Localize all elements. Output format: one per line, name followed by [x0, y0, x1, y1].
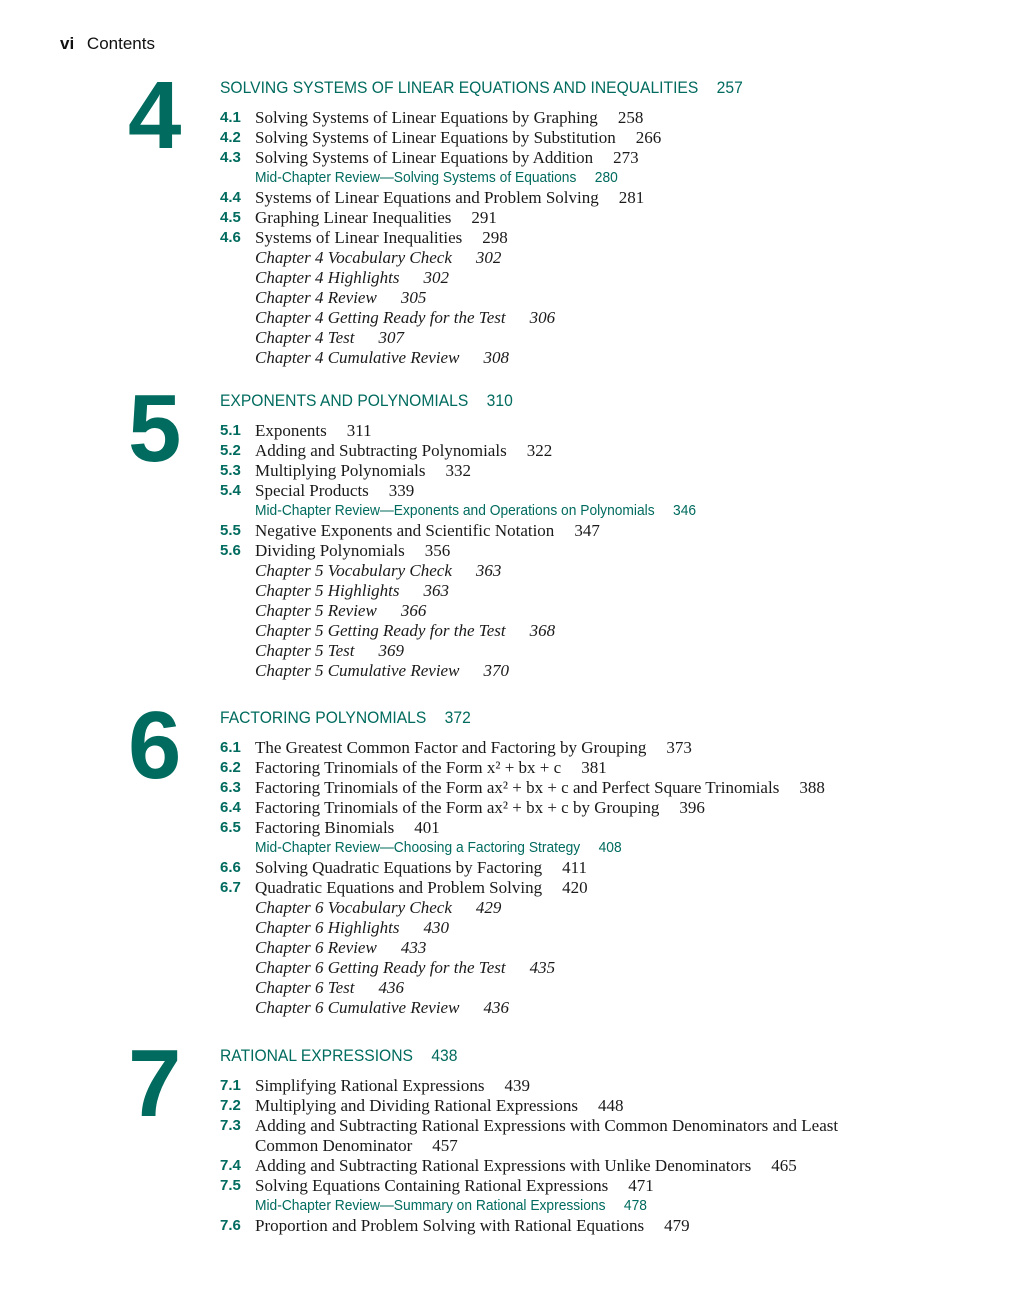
- entry-title-text: Factoring Trinomials of the Form ax² + bx + c and Perfect Square Trinomials: [255, 778, 780, 797]
- entry-page: 363: [475, 561, 502, 580]
- chapter-heading[interactable]: [220, 1046, 457, 1066]
- entry-page: 347: [574, 521, 600, 540]
- entry-page: 396: [679, 798, 705, 817]
- section-number: 7.4: [220, 1157, 241, 1174]
- entry-page: 298: [482, 228, 508, 247]
- entry-title: [255, 248, 501, 268]
- entry-title: [255, 288, 426, 308]
- entry-title: [255, 1196, 647, 1216]
- section-number: 6.5: [220, 819, 241, 836]
- entry-title: [255, 148, 639, 168]
- section-number: 5.6: [220, 542, 241, 559]
- entry-title-text: Chapter 4 Cumulative Review: [255, 348, 460, 367]
- entry-title: [255, 898, 501, 918]
- entry-page: 308: [483, 348, 509, 367]
- entry-title: [255, 128, 661, 148]
- running-head: [60, 34, 155, 54]
- entry-page: 401: [414, 818, 440, 837]
- entry-page: 373: [666, 738, 692, 757]
- section-number: 5.1: [220, 422, 241, 439]
- entry-page: 436: [483, 998, 509, 1017]
- entry-page: 368: [529, 621, 556, 640]
- entry-title-text: Factoring Trinomials of the Form ax² + bx + c by Grouping: [255, 798, 660, 817]
- entry-title: [255, 938, 426, 958]
- entry-page: 433: [400, 938, 427, 957]
- entry-page: 478: [623, 1197, 647, 1214]
- entry-page: 273: [613, 148, 639, 167]
- entry-title-text: Graphing Linear Inequalities: [255, 208, 452, 227]
- entry-title: [255, 348, 509, 368]
- entry-title: [255, 958, 555, 978]
- entry-page: 381: [581, 758, 607, 777]
- entry-title: [255, 461, 471, 481]
- entry-title-text: Mid-Chapter Review—Exponents and Operations on Polynomials: [255, 502, 655, 519]
- entry-title-text: Simplifying Rational Expressions: [255, 1076, 485, 1095]
- entry-title: [255, 878, 588, 898]
- entry-title-text: Chapter 6 Test: [255, 978, 355, 997]
- entry-page: 471: [628, 1176, 654, 1195]
- entry-title-text: Factoring Binomials: [255, 818, 395, 837]
- section-number: 4.6: [220, 229, 241, 246]
- entry-title-text: The Greatest Common Factor and Factoring by Grouping: [255, 738, 647, 757]
- entry-page: 435: [529, 958, 556, 977]
- section-number: 4.5: [220, 209, 241, 226]
- running-head-label: Contents: [86, 34, 155, 53]
- entry-title-text: Chapter 6 Cumulative Review: [255, 998, 460, 1017]
- entry-title: [255, 108, 643, 128]
- entry-page: 408: [598, 839, 622, 856]
- chapter-title: SOLVING SYSTEMS OF LINEAR EQUATIONS AND INEQUALITIES: [220, 78, 699, 97]
- entry-title-text: Multiplying and Dividing Rational Expressions: [255, 1096, 578, 1115]
- entry-title: [255, 918, 449, 938]
- entry-title-text: Multiplying Polynomials: [255, 461, 426, 480]
- entry-title-text: Chapter 4 Getting Ready for the Test: [255, 308, 506, 327]
- entry-title-text: Chapter 4 Review: [255, 288, 377, 307]
- entry-title: [255, 168, 618, 188]
- entry-title-text: Chapter 6 Review: [255, 938, 377, 957]
- entry-title-text: Solving Systems of Linear Equations by Addition: [255, 148, 594, 167]
- entry-title-text: Quadratic Equations and Problem Solving: [255, 878, 543, 897]
- entry-title: [255, 1076, 530, 1096]
- chapter-number: 7: [128, 1030, 180, 1137]
- section-number: 7.3: [220, 1117, 241, 1134]
- section-number: 6.6: [220, 859, 241, 876]
- entry-title-text: Adding and Subtracting Polynomials: [255, 441, 507, 460]
- entry-title: [255, 521, 600, 541]
- entry-page: 302: [475, 248, 502, 267]
- entry-title-text: Chapter 6 Highlights: [255, 918, 400, 937]
- entry-title: [255, 1096, 623, 1116]
- entry-title: [255, 621, 555, 641]
- entry-title-text: Chapter 5 Test: [255, 641, 355, 660]
- section-number: 4.2: [220, 129, 241, 146]
- section-number: 7.5: [220, 1177, 241, 1194]
- section-number: 5.4: [220, 482, 241, 499]
- section-number: 5.3: [220, 462, 241, 479]
- entry-title: [255, 541, 450, 561]
- section-number: 6.7: [220, 879, 241, 896]
- entry-title: [255, 188, 644, 208]
- section-number: 4.1: [220, 109, 241, 126]
- entry-title-text: Negative Exponents and Scientific Notation: [255, 521, 555, 540]
- entry-page: 281: [618, 188, 645, 207]
- entry-page: 430: [423, 918, 450, 937]
- entry-title-text: Chapter 5 Getting Ready for the Test: [255, 621, 506, 640]
- entry-page: 479: [664, 1216, 690, 1235]
- entry-title: [255, 481, 414, 501]
- entry-title: [255, 641, 404, 661]
- entry-title-text: Solving Equations Containing Rational Expressions: [255, 1176, 609, 1195]
- entry-title: [255, 228, 508, 248]
- chapter-page: 438: [431, 1046, 458, 1065]
- entry-page: 291: [471, 208, 497, 227]
- section-number: 6.4: [220, 799, 241, 816]
- entry-page: 369: [378, 641, 405, 660]
- chapter-heading[interactable]: [220, 708, 471, 728]
- section-number: 7.6: [220, 1217, 241, 1234]
- entry-page: 307: [378, 328, 405, 347]
- entry-title-text: Solving Systems of Linear Equations by Substitution: [255, 128, 616, 147]
- section-number: 6.1: [220, 739, 241, 756]
- chapter-number: 6: [128, 692, 180, 799]
- section-number: 5.2: [220, 442, 241, 459]
- entry-title: [255, 328, 404, 348]
- entry-page: 332: [445, 461, 471, 480]
- entry-page: 436: [378, 978, 405, 997]
- section-number: 6.2: [220, 759, 241, 776]
- entry-title-text: Chapter 6 Getting Ready for the Test: [255, 958, 506, 977]
- entry-title: [255, 738, 692, 758]
- entry-title: [255, 421, 372, 441]
- entry-page: 339: [388, 481, 415, 500]
- entry-title: [255, 308, 555, 328]
- entry-title-text: Systems of Linear Inequalities: [255, 228, 463, 247]
- entry-title: [255, 208, 497, 228]
- entry-page: 465: [771, 1156, 797, 1175]
- entry-page: 420: [562, 878, 588, 897]
- section-number: 6.3: [220, 779, 241, 796]
- entry-title-text: Dividing Polynomials: [255, 541, 405, 560]
- entry-title-text: Chapter 6 Vocabulary Check: [255, 898, 452, 917]
- section-number: 7.2: [220, 1097, 241, 1114]
- entry-title: [255, 778, 825, 798]
- entry-title-text: Chapter 5 Cumulative Review: [255, 661, 460, 680]
- entry-title: [255, 441, 552, 461]
- section-number: 5.5: [220, 522, 241, 539]
- entry-page: 429: [475, 898, 502, 917]
- entry-title-text: Solving Systems of Linear Equations by Graphing: [255, 108, 598, 127]
- entry-title-text: Chapter 5 Highlights: [255, 581, 400, 600]
- entry-title: [255, 501, 696, 521]
- entry-title-text: Factoring Trinomials of the Form x² + bx + c: [255, 758, 562, 777]
- entry-page: 439: [504, 1076, 530, 1095]
- section-number: 4.4: [220, 189, 241, 206]
- entry-page: 356: [424, 541, 451, 560]
- entry-title: [255, 1156, 797, 1176]
- entry-title-text: Adding and Subtracting Rational Expressions with Unlike Denominators: [255, 1156, 752, 1175]
- section-number: 4.3: [220, 149, 241, 166]
- entry-page: 322: [526, 441, 553, 460]
- chapter-page: 257: [716, 78, 743, 97]
- entry-title: [255, 1176, 654, 1196]
- section-number: 7.1: [220, 1077, 241, 1094]
- entry-title: [255, 561, 501, 581]
- entry-title: [255, 798, 705, 818]
- entry-title-text: Adding and Subtracting Rational Expressions with Common Denominators and Least: [255, 1116, 839, 1135]
- entry-page: 266: [635, 128, 662, 147]
- entry-title-text: Chapter 5 Vocabulary Check: [255, 561, 452, 580]
- chapter-heading[interactable]: [220, 391, 513, 411]
- entry-title: [255, 581, 449, 601]
- entry-title: [255, 978, 404, 998]
- entry-title: [255, 758, 607, 778]
- entry-page: 311: [346, 421, 372, 440]
- chapter-page: 310: [486, 391, 513, 410]
- entry-page: 305: [400, 288, 427, 307]
- entry-title-text: Solving Quadratic Equations by Factoring: [255, 858, 543, 877]
- entry-page: 306: [529, 308, 556, 327]
- entry-title: [255, 601, 426, 621]
- chapter-number: 4: [128, 62, 180, 169]
- entry-page: 448: [597, 1096, 624, 1115]
- page-numeral: vi: [60, 34, 75, 53]
- chapter-number: 5: [128, 375, 180, 482]
- entry-title-text: Mid-Chapter Review—Choosing a Factoring Strategy: [255, 839, 581, 856]
- entry-title: [255, 268, 449, 288]
- entry-title: [255, 661, 509, 681]
- entry-page: 388: [799, 778, 825, 797]
- entry-title-text: Exponents: [255, 421, 327, 440]
- entry-page: 346: [673, 502, 697, 519]
- entry-title-text: Mid-Chapter Review—Summary on Rational Expressions: [255, 1197, 606, 1214]
- chapter-title: RATIONAL EXPRESSIONS: [220, 1046, 413, 1065]
- chapter-heading[interactable]: [220, 78, 743, 98]
- entry-title-text: Chapter 4 Highlights: [255, 268, 400, 287]
- entry-title-text: Mid-Chapter Review—Solving Systems of Equations: [255, 169, 577, 186]
- entry-title: [255, 858, 587, 878]
- entry-title-text: Proportion and Problem Solving with Rational Equations: [255, 1216, 645, 1235]
- entry-page: 258: [617, 108, 644, 127]
- entry-page: 363: [423, 581, 450, 600]
- entry-title: [255, 1136, 458, 1156]
- entry-page: 457: [432, 1136, 458, 1155]
- entry-page: 411: [562, 858, 587, 877]
- entry-title: [255, 1216, 690, 1236]
- entry-title-text: Common Denominator: [255, 1136, 413, 1155]
- entry-title-text: Chapter 4 Vocabulary Check: [255, 248, 452, 267]
- entry-title-text: Special Products: [255, 481, 369, 500]
- entry-page: 366: [400, 601, 427, 620]
- entry-title-text: Systems of Linear Equations and Problem Solving: [255, 188, 599, 207]
- entry-title-text: Chapter 5 Review: [255, 601, 377, 620]
- entry-page: 302: [423, 268, 450, 287]
- chapter-title: FACTORING POLYNOMIALS: [220, 708, 427, 727]
- entry-title: [255, 1116, 858, 1136]
- entry-title: [255, 818, 440, 838]
- chapter-page: 372: [444, 708, 471, 727]
- entry-title: [255, 998, 509, 1018]
- entry-title: [255, 838, 622, 858]
- entry-title-text: Chapter 4 Test: [255, 328, 355, 347]
- entry-page: 280: [594, 169, 618, 186]
- entry-page: 370: [483, 661, 509, 680]
- chapter-title: EXPONENTS AND POLYNOMIALS: [220, 391, 469, 410]
